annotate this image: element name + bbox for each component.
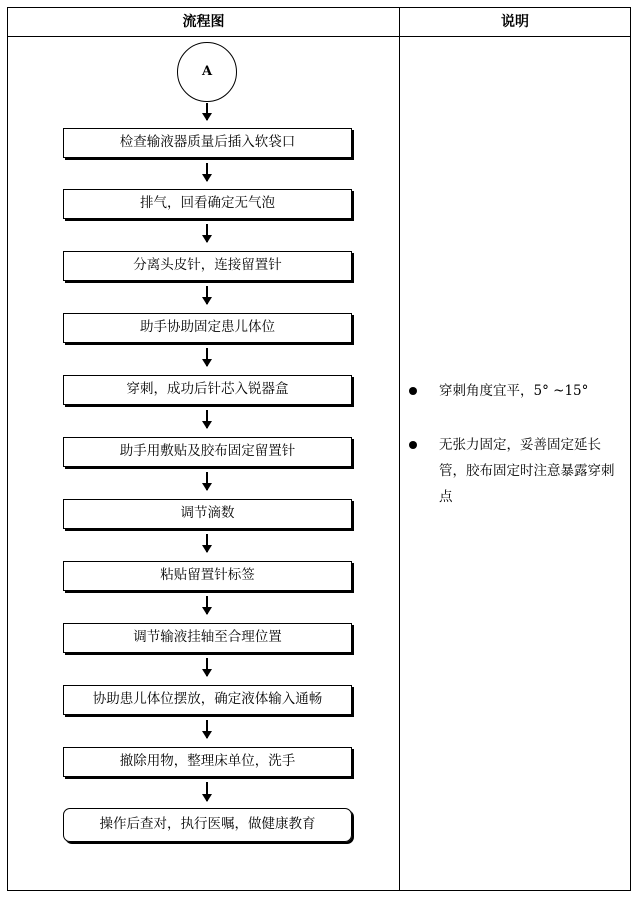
note-item: [409, 432, 619, 510]
flow-arrow: [206, 224, 208, 242]
flow-arrow: [206, 782, 208, 801]
flow-arrow: [206, 472, 208, 490]
note-2: [409, 432, 619, 510]
step-11: 撤除用物，整理床单位，洗手: [63, 747, 352, 777]
bullet-icon: [409, 441, 417, 449]
flow-arrow: [206, 596, 208, 614]
flow-table: [7, 7, 631, 891]
bullet-icon: [409, 387, 417, 395]
header-divider: [8, 36, 630, 37]
step-9: 调节输液挂轴至合理位置: [63, 623, 352, 653]
step-3: 分离头皮针，连接留置针: [63, 251, 352, 281]
flow-arrow: [206, 348, 208, 366]
step-12: 操作后查对，执行医嘱，做健康教育: [63, 808, 352, 842]
note-text: 穿刺角度宜平，5° ~15°: [439, 383, 589, 399]
step-10: 协助患儿体位摆放，确定液体输入通畅: [63, 685, 352, 715]
step-7: 调节滴数: [63, 499, 352, 529]
note-item: [409, 378, 619, 404]
step-6: 助手用敷贴及胶布固定留置针: [63, 437, 352, 467]
step-5: 穿刺，成功后针芯入锐器盒: [63, 375, 352, 405]
flow-arrow: [206, 534, 208, 552]
flow-arrow: [206, 410, 208, 428]
flow-arrow: [206, 720, 208, 738]
step-1: 检查输液器质量后插入软袋口: [63, 128, 352, 158]
connector-circle: A: [177, 42, 237, 102]
step-4: 助手协助固定患儿体位: [63, 313, 352, 343]
note-1: [409, 378, 619, 404]
header-flowchart: 流程图: [182, 14, 225, 30]
flow-arrow: [206, 286, 208, 304]
note-text: 无张力固定，妥善固定延长管，胶布固定时注意暴露穿刺点: [439, 437, 615, 505]
step-2: 排气，回看确定无气泡: [63, 189, 352, 219]
flow-arrow: [206, 163, 208, 181]
flow-arrow: [206, 658, 208, 676]
header-notes: 说明: [501, 14, 529, 30]
flow-arrow: [206, 103, 208, 120]
step-8: 粘贴留置针标签: [63, 561, 352, 591]
column-divider: [399, 8, 400, 890]
